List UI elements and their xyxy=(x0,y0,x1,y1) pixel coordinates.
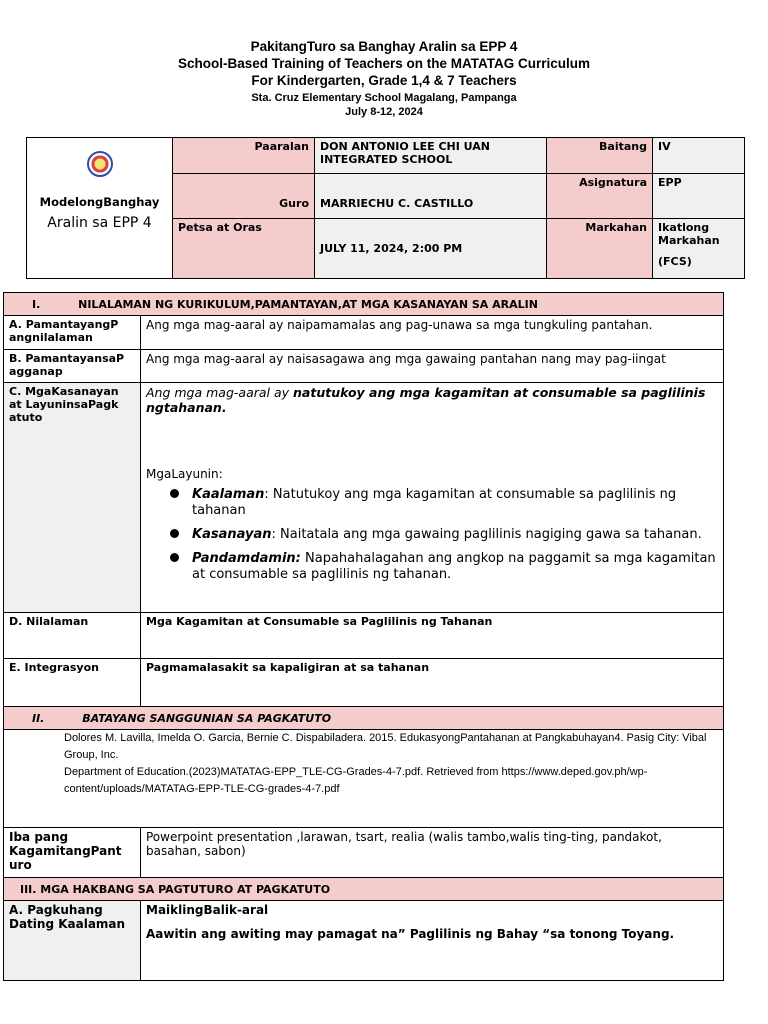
markahan-value-2: (FCS) xyxy=(658,255,692,268)
header-grades: For Kindergarten, Grade 1,4 & 7 Teachers xyxy=(251,73,517,88)
section3-header: III. MGA HAKBANG SA PAGTUTURO AT PAGKATUTO xyxy=(4,878,724,901)
section1-header xyxy=(4,293,724,316)
layunin-label: MgaLayunin: xyxy=(146,467,223,481)
label-b: B. PamantayansaP agganap xyxy=(4,350,141,383)
model-line1: ModelongBanghay xyxy=(39,195,160,209)
label-c: C. MgaKasanayan at LayuninsaPagk atuto xyxy=(4,383,141,613)
balik-aral: MaiklingBalik-aral xyxy=(146,903,269,917)
paaralan-value: DON ANTONIO LEE CHI UAN INTEGRATED SCHOOL xyxy=(315,138,547,174)
header-title: PakitangTuro sa Banghay Aralin sa EPP 4 xyxy=(250,39,518,54)
label-iba: Iba pang KagamitangPant uro xyxy=(4,828,141,878)
text-a: Ang mga mag-aaral ay naipamamalas ang pag-unawa sa mga tungkuling pantahan. xyxy=(141,316,724,350)
baitang-value: IV xyxy=(653,138,745,174)
header-subtitle: School-Based Training of Teachers on the MATATAG Curriculum xyxy=(177,56,591,71)
section2-title: BATAYANG SANGGUNIAN SA PAGKATUTO xyxy=(82,711,332,725)
label-3a: A. Pagkuhang Dating Kaalaman xyxy=(4,901,141,981)
asignatura-label: Asignatura xyxy=(547,174,653,219)
bullet-icon xyxy=(170,553,179,562)
markahan-label: Markahan xyxy=(547,219,653,279)
header-school: Sta. Cruz Elementary School Magalang, Pampanga xyxy=(251,92,517,104)
objective-pandamdamin: Pandamdamin: Napahahalagahan ang angkop na paggamit sa mga kagamitan at consumable sa paglilinis ng tahanan. xyxy=(192,551,718,583)
lesson-table xyxy=(3,292,724,981)
baitang-label: Baitang xyxy=(547,138,653,174)
text-iba: Powerpoint presentation ,larawan, tsart, realia (walis tambo,walis ting-ting, pandakot, basahan, sabon) xyxy=(141,828,724,878)
model-cell xyxy=(27,138,173,279)
references xyxy=(4,730,724,828)
section1-num: I. xyxy=(32,297,41,311)
section2-header xyxy=(4,707,724,730)
deped-seal-icon xyxy=(87,151,113,177)
bullet-icon xyxy=(170,529,179,538)
objectives-list xyxy=(146,487,718,583)
model-line2: Aralin sa EPP 4 xyxy=(47,215,152,231)
label-d: D. Nilalaman xyxy=(4,613,141,659)
reference-1: Dolores M. Lavilla, Imelda O. Garcia, Bernie C. Dispabiladera. 2015. EdukasyongPantahanan at Pangkabuhayan4. Pasig City: Vibal Group, Inc. xyxy=(64,732,707,761)
text-3a xyxy=(141,901,724,981)
info-table xyxy=(26,137,745,279)
guro-label: Guro xyxy=(173,174,315,219)
asignatura-value: EPP xyxy=(653,174,745,219)
label-e: E. Integrasyon xyxy=(4,659,141,707)
c-intro: Ang mga mag-aaral ay natutukoy ang mga kagamitan at consumable sa paglilinis ngtahanan. xyxy=(146,385,706,415)
awitin-text: Aawitin ang awiting may pamagat na” Paglilinis ng Bahay “sa tonong Toyang. xyxy=(146,927,675,941)
petsa-label: Petsa at Oras xyxy=(173,219,315,279)
text-d: Mga Kagamitan at Consumable sa Paglilinis ng Tahanan xyxy=(141,613,724,659)
section1-title: NILALAMAN NG KURIKULUM,PAMANTAYAN,AT MGA KASANAYAN SA ARALIN xyxy=(78,297,538,311)
text-c xyxy=(141,383,724,613)
markahan-value xyxy=(653,219,745,279)
bullet-icon xyxy=(170,489,179,498)
label-a: A. PamantayangP angnilalaman xyxy=(4,316,141,350)
text-e: Pagmamalasakit sa kapaligiran at sa tahanan xyxy=(141,659,724,707)
guro-value: MARRIECHU C. CASTILLO xyxy=(315,174,547,219)
objective-kaalaman: Kaalaman: Natutukoy ang mga kagamitan at consumable sa paglilinis ng tahanan xyxy=(192,487,718,519)
objective-kasanayan: Kasanayan: Naitatala ang mga gawaing paglilinis nagiging gawa sa tahanan. xyxy=(192,527,718,543)
section2-num: II. xyxy=(32,711,45,725)
reference-2: Department of Education.(2023)MATATAG-EPP_TLE-CG-Grades-4-7.pdf. Retrieved from https://www.deped.gov.ph/wp-content/uploads/MATATAG-EPP-TLE-CG-grades-4-7.pdf xyxy=(64,766,648,795)
text-b: Ang mga mag-aaral ay naisasagawa ang mga gawaing pantahan nang may pag-iingat xyxy=(141,350,724,383)
petsa-value: JULY 11, 2024, 2:00 PM xyxy=(315,219,547,279)
header-date: July 8-12, 2024 xyxy=(345,106,423,118)
markahan-value-1: Ikatlong Markahan xyxy=(658,221,720,247)
paaralan-label: Paaralan xyxy=(173,138,315,174)
